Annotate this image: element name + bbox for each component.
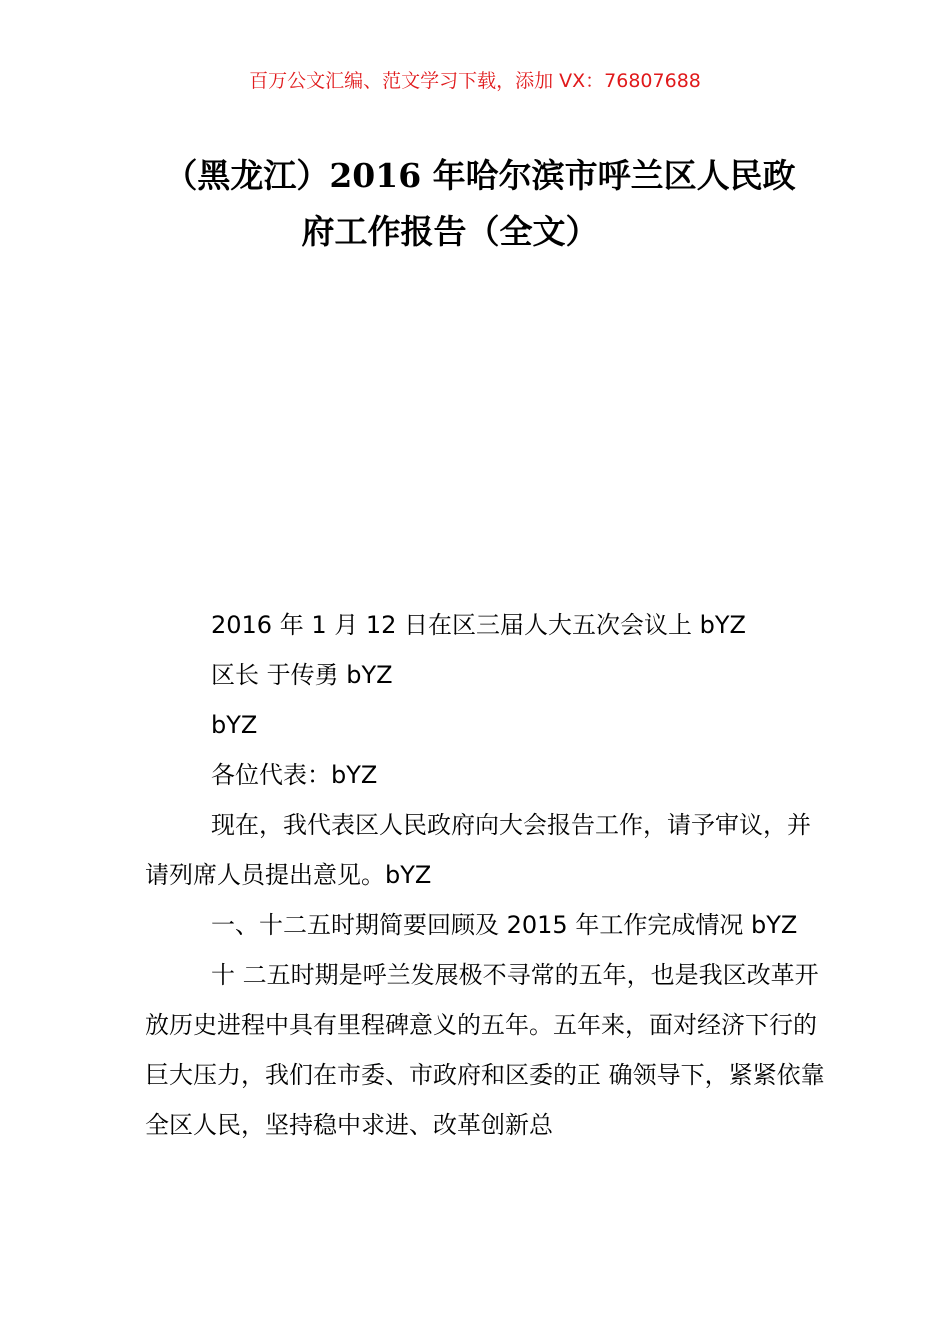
- title-line-2: 府工作报告（全文）: [301, 212, 599, 251]
- document-body: [145, 600, 825, 1150]
- section-heading-1: 一、十二五时期简要回顾及 2015 年工作完成情况 bYZ: [211, 911, 798, 939]
- paragraph-meeting-date: 2016 年 1 月 12 日在区三届人大五次会议上 bYZ: [211, 611, 746, 639]
- paragraph-marker: bYZ: [211, 711, 258, 739]
- paragraph-intro: 现在，我代表区人民政府向大会报告工作，请予审议，并请列席人员提出意见。bYZ: [145, 811, 811, 889]
- document-title: [130, 148, 830, 260]
- promo-banner: 百万公文汇编、范文学习下载，添加 VX：76807688: [249, 70, 701, 92]
- title-line-1: （黑龙江）2016 年哈尔滨市呼兰区人民政: [164, 156, 796, 195]
- paragraph-salutation: 各位代表：bYZ: [211, 761, 378, 789]
- paragraph-speaker: 区长 于传勇 bYZ: [211, 661, 393, 689]
- paragraph-review: 十 二五时期是呼兰发展极不寻常的五年，也是我区改革开放历史进程中具有里程碑意义的五年。五年来，面对经济下行的巨大压力，我们在市委、市政府和区委的正 确领导下，紧紧依靠全区人民，坚持稳中求进、改革创新总: [145, 961, 825, 1139]
